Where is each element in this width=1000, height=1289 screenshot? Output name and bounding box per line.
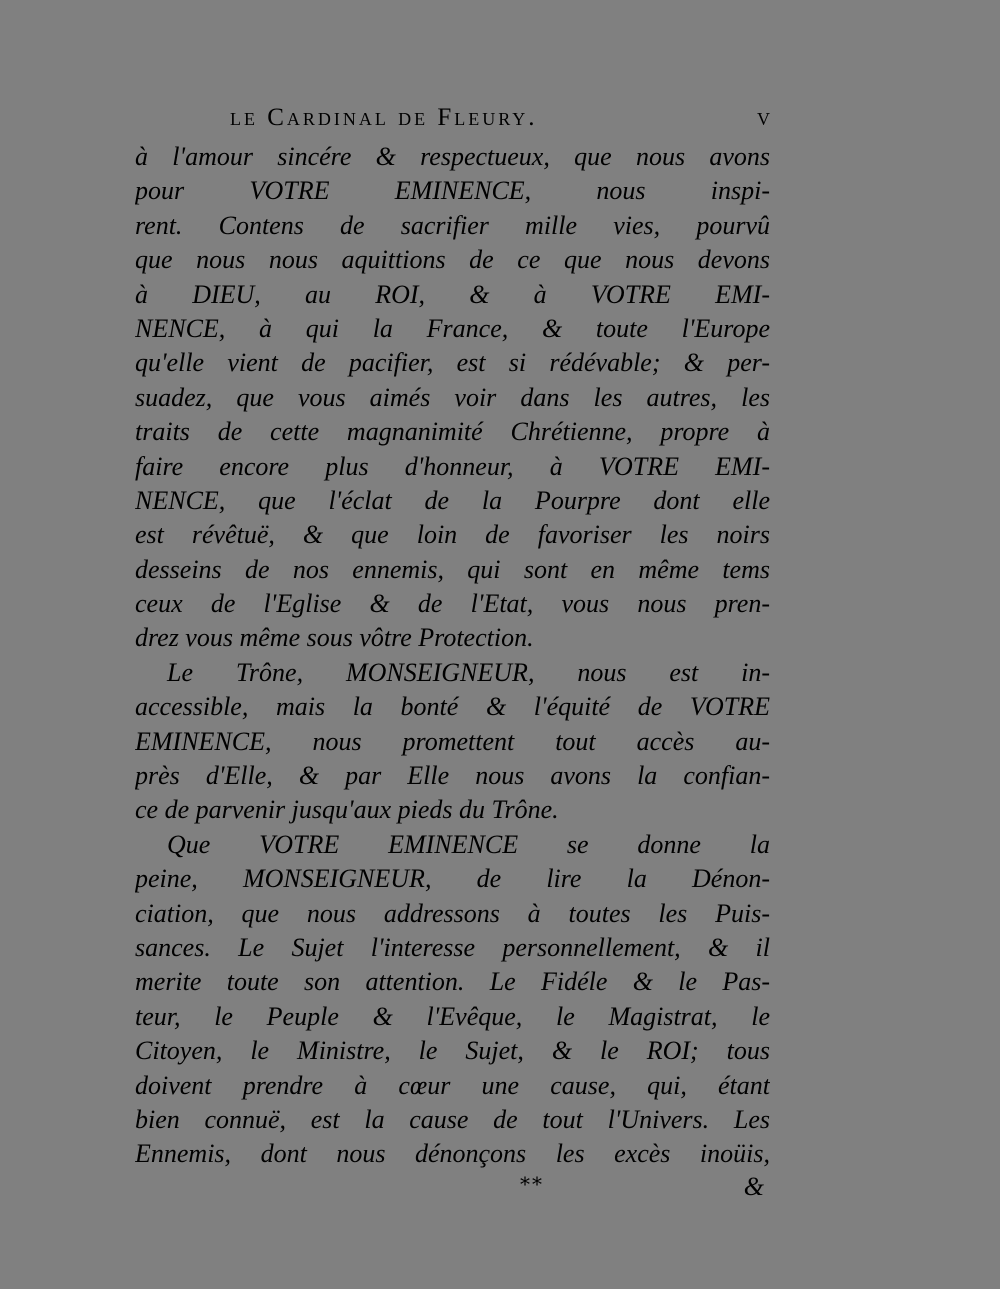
text-line-4: que nous nous aquittions de ce que nous devons <box>135 245 770 275</box>
text-line-9: traits de cette magnanimité Chrétienne, propre à <box>135 417 770 447</box>
text-line-10: faire encore plus d'honneur, à VOTRE EMI- <box>135 451 770 481</box>
text-line-24: sances. Le Sujet l'interesse personnellement, & il <box>135 932 770 962</box>
text-line-27: Citoyen, le Ministre, le Sujet, & le ROI; tous <box>135 1036 770 1066</box>
text-line-5: à DIEU, au ROI, & à VOTRE EMI- <box>135 279 770 309</box>
catchword: & <box>743 1172 764 1201</box>
text-line-8: suadez, que vous aimés voir dans les autres, les <box>135 382 770 412</box>
text-line-29: bien connuë, est la cause de tout l'Univers. Les <box>135 1104 770 1134</box>
text-line-6: NENCE, à qui la France, & toute l'Europe <box>135 313 770 343</box>
text-line-26: teur, le Peuple & l'Evêque, le Magistrat, le <box>135 1001 770 1031</box>
running-title: le Cardinal de Fleury. <box>230 104 538 131</box>
text-line-2: pour VOTRE EMINENCE, nous inspi- <box>135 176 770 206</box>
text-line-20: ce de parvenir jusqu'aux pieds du Trône. <box>135 795 559 825</box>
text-line-21: Que VOTRE EMINENCE se donne la <box>167 829 770 859</box>
text-line-23: ciation, que nous addressons à toutes les Puis- <box>135 898 770 928</box>
text-line-11: NENCE, que l'éclat de la Pourpre dont elle <box>135 485 770 515</box>
text-line-25: merite toute son attention. Le Fidéle & le Pas- <box>135 967 770 997</box>
text-line-30: Ennemis, dont nous dénonçons les excès inoüis, <box>135 1139 770 1169</box>
text-line-13: desseins de nos ennemis, qui sont en même tems <box>135 554 770 584</box>
text-line-7: qu'elle vient de pacifier, est si rédévable; & per- <box>135 348 770 378</box>
text-line-22: peine, MONSEIGNEUR, de lire la Dénon- <box>135 864 770 894</box>
text-line-16: Le Trône, MONSEIGNEUR, nous est in- <box>167 657 770 687</box>
text-line-3: rent. Contens de sacrifier mille vies, pourvû <box>135 210 770 240</box>
text-line-15: drez vous même sous vôtre Protection. <box>135 623 534 653</box>
text-line-14: ceux de l'Eglise & de l'Etat, vous nous pren- <box>135 589 770 619</box>
text-line-28: doivent prendre à cœur une cause, qui, étant <box>135 1070 770 1100</box>
text-body <box>135 140 770 1172</box>
signature-mark: ** <box>520 1172 544 1196</box>
text-line-17: accessible, mais la bonté & l'équité de VOTRE <box>135 692 770 722</box>
text-line-18: EMINENCE, nous promettent tout accès au- <box>135 726 770 756</box>
text-line-12: est révêtuë, & que loin de favoriser les noirs <box>135 520 770 550</box>
running-head <box>230 104 770 140</box>
text-line-19: près d'Elle, & par Elle nous avons la confian- <box>135 761 770 791</box>
text-line-1: à l'amour sincére & respectueux, que nous avons <box>135 142 770 171</box>
page-footer <box>135 1172 770 1206</box>
page-number: v <box>757 104 770 131</box>
